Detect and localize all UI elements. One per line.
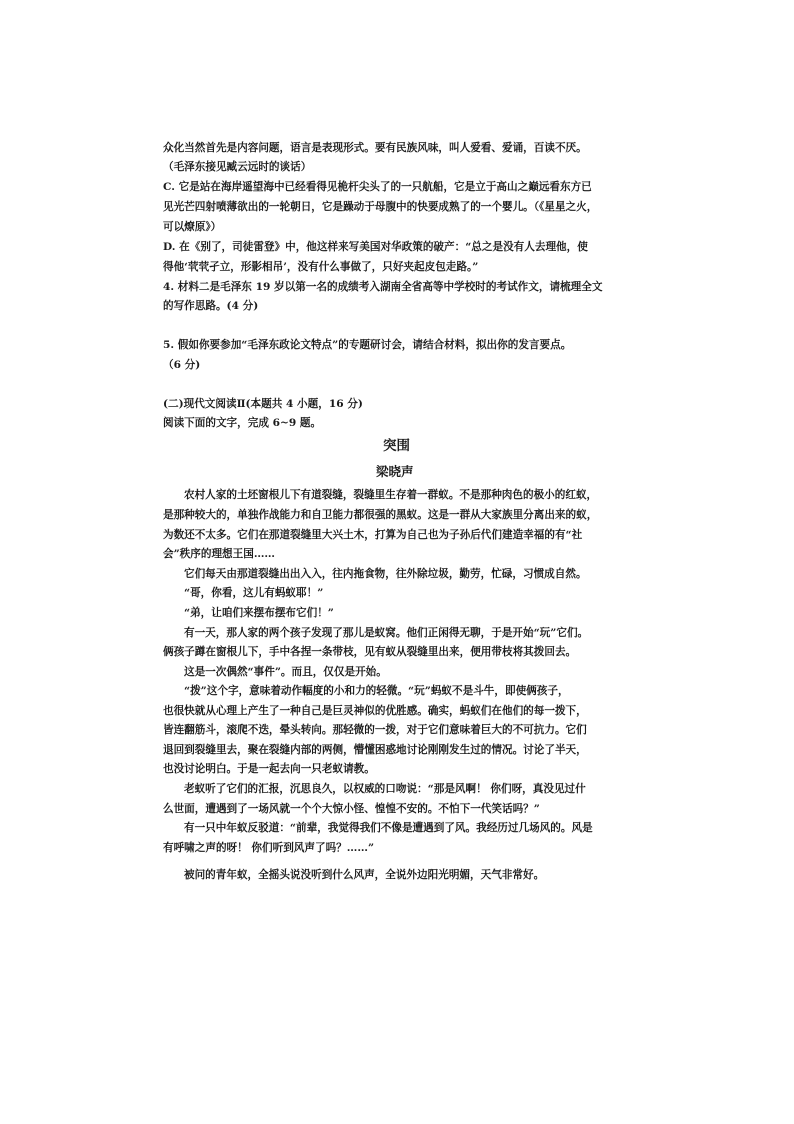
story-line: 被问的青年蚁，全摇头说没听到什么风声，全说外边阳光明媚，天气非常好。 — [184, 869, 545, 881]
story-line: 为数还不太多。它们在那道裂缝里大兴土木，打算为自己也为子孙后代们建造幸福的有“社 — [163, 529, 583, 541]
question-4-line-1: 4. 材料二是毛泽东 19 岁以第一名的成绩考入湖南全省高等中学校时的考试作文，请梳理全文 — [163, 281, 603, 293]
story-line: 退回到裂缝里去，聚在裂缝内部的两侧，懵懂困惑地讨论刚刚发生过的情况。讨论了半天， — [163, 744, 587, 756]
story-line: “拨”这个字，意味着动作幅度的小和力的轻微。“玩”蚂蚁不是斗牛，即使俩孩子， — [184, 685, 569, 697]
story-line: 么世面，遭遇到了一场风就一个个大惊小怪、惶惶不安的。不怕下一代笑话吗？” — [163, 803, 540, 815]
story-line: 有呼啸之声的呀！ 你们听到风声了吗？……” — [163, 842, 375, 854]
question-5-line-2: （6 分) — [163, 359, 201, 371]
option-c-line-3: 可以燎原》） — [163, 221, 222, 233]
story-line: 它们每天由那道裂缝出出入入，往内拖食物，往外除垃圾，勤劳，忙碌，习惯成自然。 — [184, 568, 587, 580]
story-line: 农村人家的土坯窗根儿下有道裂缝，裂缝里生存着一群蚁。不是那种肉色的极小的红蚁， — [184, 489, 598, 501]
story-line: 是那种较大的，单独作战能力和自卫能力都很强的黑蚁。这是一群从大家族里分离出来的蚁， — [163, 509, 598, 521]
story-line: “弟，让咱们来摆布摆布它们！” — [184, 607, 334, 619]
story-line: 会”秩序的理想王国…… — [163, 548, 276, 560]
option-c-line-2: 见光芒四射喷薄欲出的一轮朝日，它是躁动于母腹中的快要成熟了的一个婴儿。（《星星之火， — [163, 201, 598, 213]
story-line: “哥，你看，这儿有蚂蚁耶！” — [184, 587, 324, 599]
story-line: 有一天，那人家的两个孩子发现了那儿是蚁窝。他们正闲得无聊，于是开始“玩”它们。 — [184, 627, 589, 639]
story-line: 也很快就从心理上产生了一种自己是巨灵神似的优胜感。确实，蚂蚁们在他们的每一拨下， — [163, 705, 587, 717]
story-line: 皆连翻筋斗，滚爬不迭，晕头转向。那轻微的一拨，对于它们意味着巨大的不可抗力。它们 — [163, 724, 587, 736]
story-title: 突围 — [383, 438, 410, 454]
text-line: 众化当然首先是内容问题，语言是表现形式。要有民族风味，叫人爱看、爱诵，百读不厌。 — [163, 142, 587, 154]
question-5-line-1: 5. 假如你要参加“毛泽东政论文特点”的专题研讨会，请结合材料，拟出你的发言要点。 — [163, 339, 572, 351]
option-c-line-1: C. 它是站在海岸遥望海中已经看得见桅杆尖头了的一只航船，它是立于高山之巅远看东方已 — [163, 181, 592, 193]
story-line: 有一只中年蚁反驳道：“前辈，我觉得我们不像是遭遇到了风。我经历过几场风的。风是 — [184, 822, 593, 834]
story-author: 梁晓声 — [376, 464, 414, 479]
section-heading: (二)现代文阅读Ⅱ(本题共 4 小题，16 分) — [163, 398, 363, 410]
story-line: 这是一次偶然“事件”。而且，仅仅是开始。 — [184, 666, 387, 678]
story-line: 老蚁听了它们的汇报，沉思良久，以权威的口吻说：“那是风啊！ 你们呀，真没见过什 — [184, 783, 586, 795]
section-instruction: 阅读下面的文字，完成 6~9 题。 — [163, 417, 322, 429]
text-line: （毛泽东接见臧云远时的谈话） — [163, 161, 312, 173]
option-d-line-1: D. 在《别了，司徒雷登》中，他这样来写美国对华政策的破产：“总之是没有人去理他，使 — [163, 241, 588, 253]
story-line: 俩孩子蹲在窗根儿下，手中各捏一条带枝，见有蚁从裂缝里出来，便用带枝将其拨回去。 — [163, 646, 577, 658]
question-4-line-2: 的写作思路。(4 分) — [163, 300, 259, 312]
option-d-line-2: 得他‘茕茕孑立，形影相吊’，没有什么事做了，只好夹起皮包走路。” — [163, 261, 479, 273]
story-line: 也没讨论明白。于是一起去向一只老蚁请教。 — [163, 763, 375, 775]
